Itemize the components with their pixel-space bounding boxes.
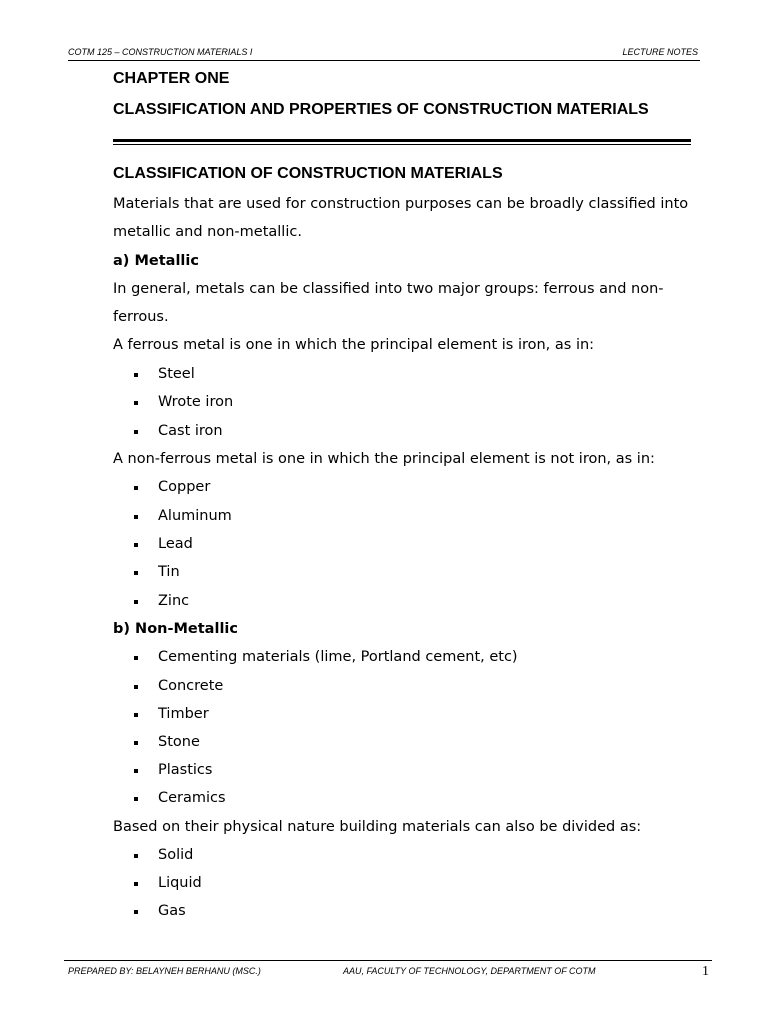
chapter-label: CHAPTER ONE (113, 70, 230, 87)
bullet-icon (134, 515, 138, 519)
intro-line-2: metallic and non-metallic. (113, 224, 302, 240)
metallic-para-line-2: ferrous. (113, 309, 169, 325)
bullet-icon (134, 741, 138, 745)
nonferrous-intro: A non-ferrous metal is one in which the principal element is not iron, as in: (113, 451, 655, 467)
bullet-icon (134, 882, 138, 886)
metallic-heading: a) Metallic (113, 253, 199, 269)
bullet-icon (134, 713, 138, 717)
section-title: CLASSIFICATION OF CONSTRUCTION MATERIALS (113, 165, 503, 182)
title-rule-thin (113, 144, 691, 145)
page-number: 1 (702, 964, 709, 979)
header-course-title: COTM 125 – CONSTRUCTION MATERIALS I (68, 47, 253, 57)
bullet-icon (134, 430, 138, 434)
bullet-icon (134, 769, 138, 773)
bullet-icon (134, 543, 138, 547)
physical-intro: Based on their physical nature building materials can also be divided as: (113, 819, 642, 835)
bullet-icon (134, 571, 138, 575)
title-rule-thick (113, 139, 691, 142)
ferrous-intro: A ferrous metal is one in which the principal element is iron, as in: (113, 337, 595, 353)
page-header (68, 46, 700, 61)
footer-institution: AAU, FACULTY OF TECHNOLOGY, DEPARTMENT OF COTM (343, 966, 596, 976)
intro-line-1: Materials that are used for construction purposes can be broadly classified into (113, 196, 689, 212)
bullet-icon (134, 486, 138, 490)
bullet-icon (134, 373, 138, 377)
footer-rule (64, 960, 712, 961)
bullet-icon (134, 854, 138, 858)
bullet-icon (134, 797, 138, 801)
header-lecture-notes: LECTURE NOTES (622, 47, 698, 57)
footer-prepared-by: PREPARED BY: BELAYNEH BERHANU (MSC.) (68, 966, 261, 976)
bullet-icon (134, 401, 138, 405)
chapter-title: CLASSIFICATION AND PROPERTIES OF CONSTRUCTION MATERIALS (113, 101, 649, 118)
bullet-icon (134, 656, 138, 660)
bullet-icon (134, 910, 138, 914)
bullet-icon (134, 600, 138, 604)
non-metallic-heading: b) Non-Metallic (113, 621, 238, 637)
bullet-icon (134, 685, 138, 689)
metallic-para-line-1: In general, metals can be classified into two major groups: ferrous and non- (113, 281, 664, 297)
